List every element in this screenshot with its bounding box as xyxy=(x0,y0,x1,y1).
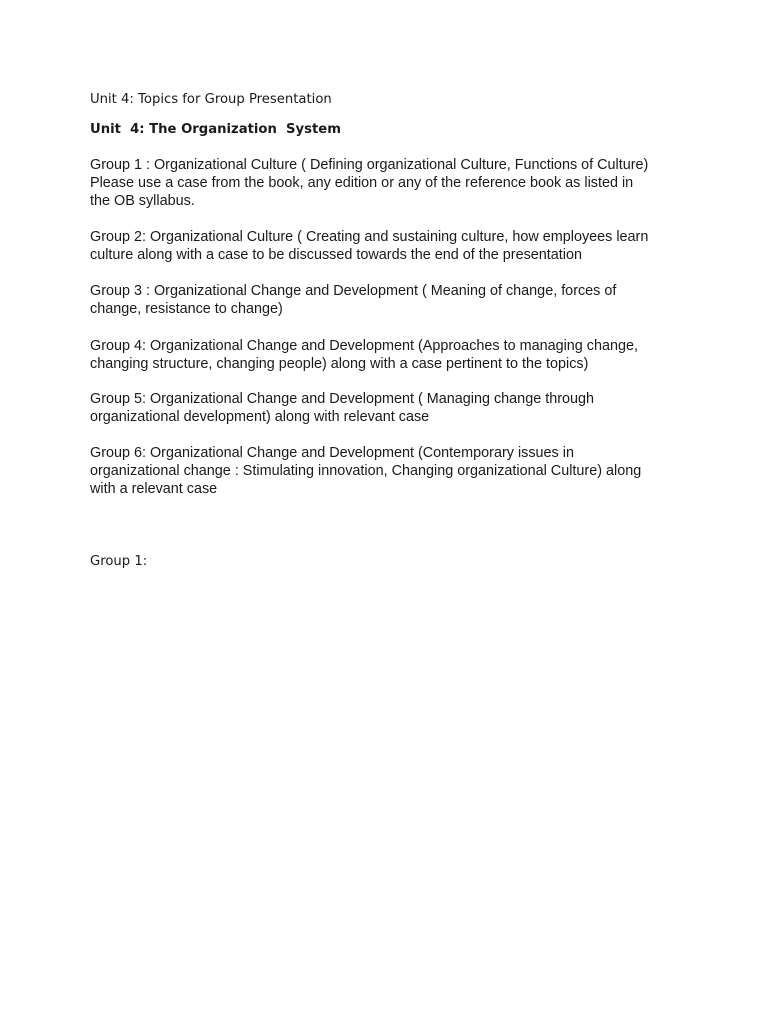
group-topic-1: Group 1 : Organizational Culture ( Defining organizational Culture, Functions of Culture) Please use a case from the book, any edition or any of the reference book as listed in the OB syllabus. xyxy=(90,157,649,209)
group-topic-6: Group 6: Organizational Change and Development (Contemporary issues in organizational change : Stimulating innovation, Changing organizational Culture) along with a relevant case xyxy=(90,445,642,497)
unit-heading: Unit 4: The Organization System xyxy=(90,122,341,137)
document-title: Unit 4: Topics for Group Presentation xyxy=(90,92,332,107)
group-topic-2: Group 2: Organizational Culture ( Creating and sustaining culture, how employees learn culture along with a case to be discussed towards the end of the presentation xyxy=(90,229,649,263)
group-topic-5: Group 5: Organizational Change and Development ( Managing change through organizational development) along with relevant case xyxy=(90,391,595,425)
group-topic-4: Group 4: Organizational Change and Development (Approaches to managing change, changing structure, changing people) along with a case pertinent to the topics) xyxy=(90,338,638,372)
group-topic-3: Group 3 : Organizational Change and Development ( Meaning of change, forces of change, resistance to change) xyxy=(90,283,617,317)
document-page xyxy=(90,91,690,571)
group-1-label: Group 1: xyxy=(90,554,148,569)
group-topic-list xyxy=(90,156,690,498)
